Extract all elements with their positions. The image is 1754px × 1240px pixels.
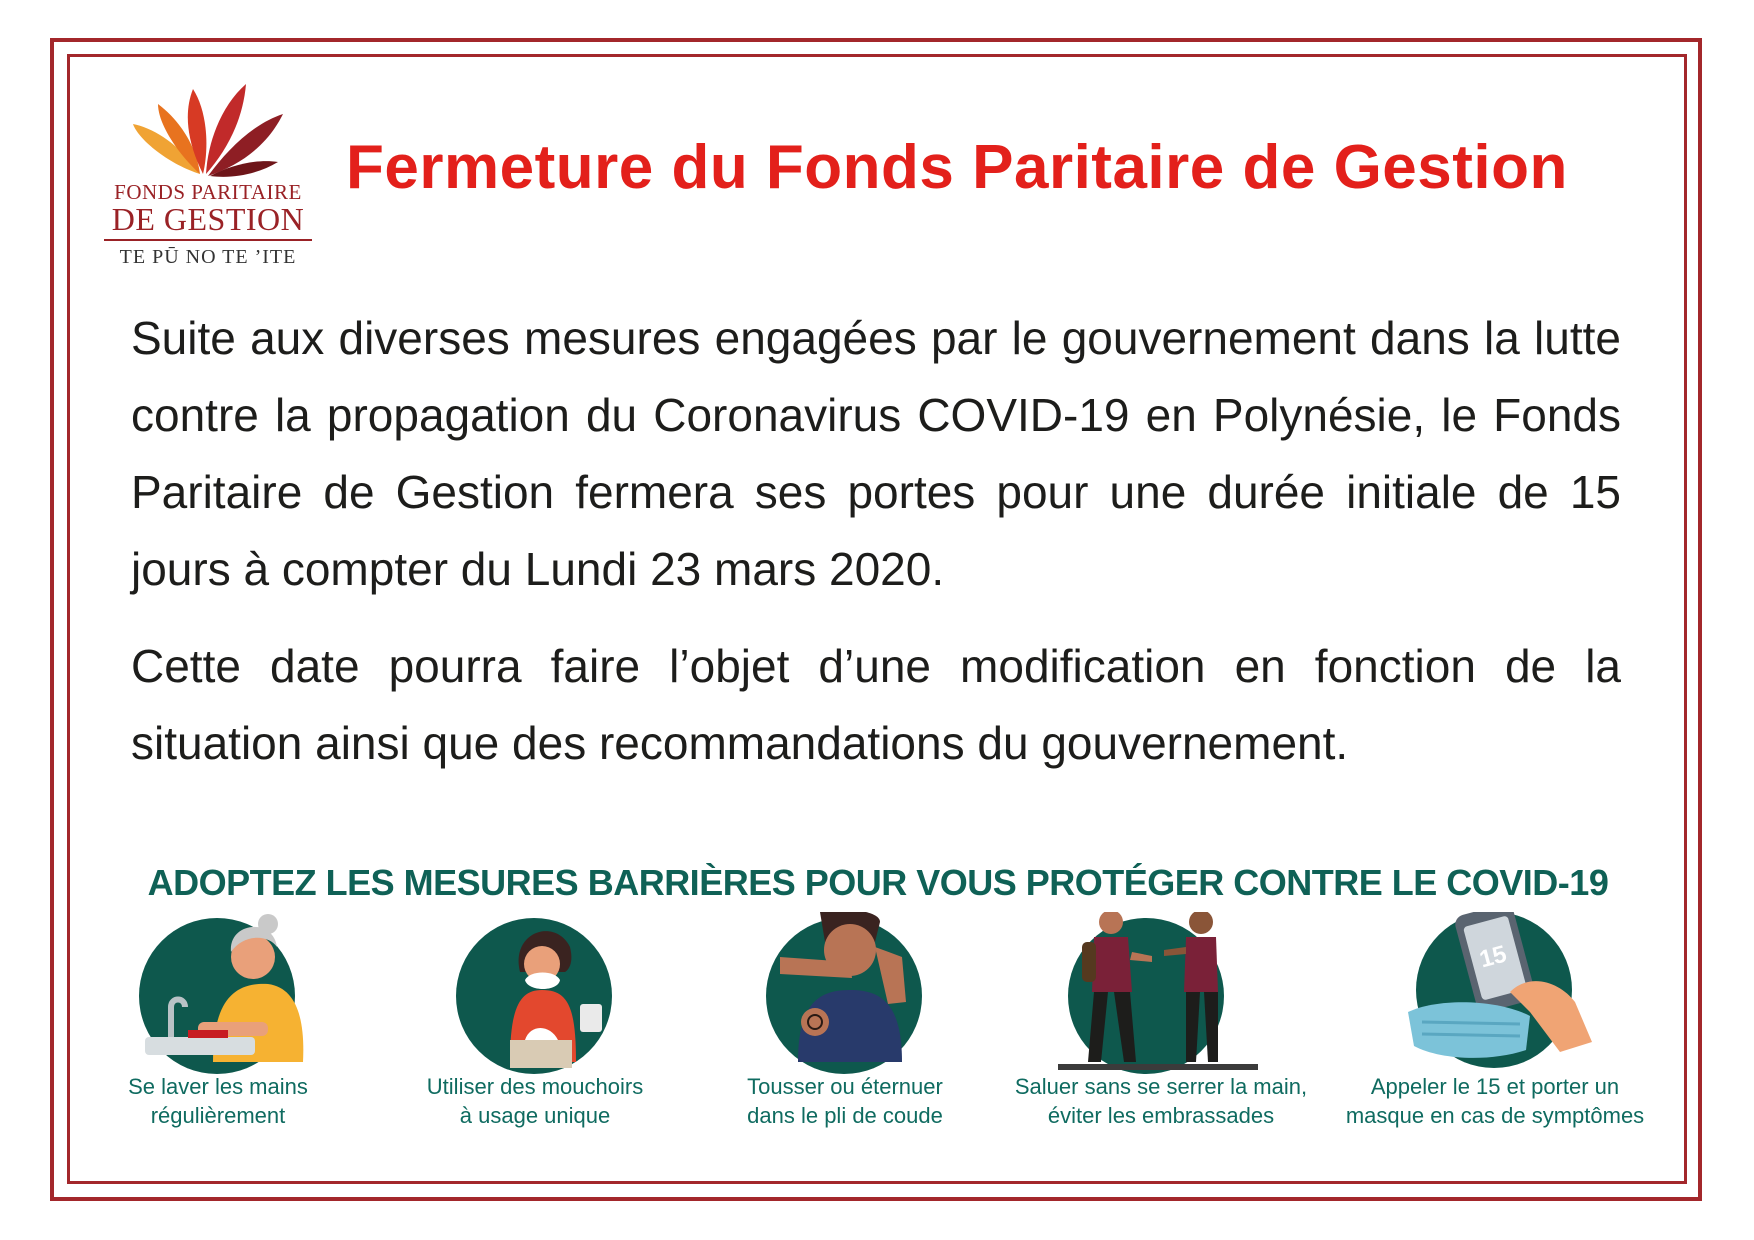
measure-no-handshake (996, 912, 1326, 1128)
measure-cough-elbow (680, 912, 1010, 1128)
wash-hands-caption: Se laver les mains régulièrement (128, 1074, 308, 1128)
logo-line-2: DE GESTION (111, 201, 305, 237)
logo-rule (104, 239, 312, 241)
fpg-logo (98, 64, 318, 274)
phone-mask-icon (1330, 912, 1660, 1072)
phone-number-label: 15 (1476, 940, 1510, 974)
logo-line-1: FONDS PARITAIRE (114, 180, 302, 204)
cough-elbow-icon (680, 912, 1010, 1072)
tissues-caption: Utiliser des mouchoirs à usage unique (426, 1074, 644, 1128)
body-paragraph-1: Suite aux diverses mesures engagées par le gouvernement dans la lutte contre la propagation du Coronavirus COVID-19 en Polynésie, le Fonds Paritaire de Gestion fermera ses portes pour une durée initiale de 15 jours à compter du Lundi 23 mars 2020. (131, 312, 1621, 595)
barrier-measures-title: ADOPTEZ LES MESURES BARRIÈRES POUR VOUS PROTÉGER CONTRE LE COVID-19 (147, 862, 1609, 903)
wash-hands-icon (53, 912, 383, 1072)
greeting-icon (996, 912, 1326, 1072)
cough-elbow-caption: Tousser ou éternuer dans le pli de coude (747, 1074, 943, 1128)
page-title: Fermeture du Fonds Paritaire de Gestion (346, 133, 1568, 202)
tissue-icon (370, 912, 700, 1072)
flame-petals-logo-icon (128, 64, 288, 179)
body-paragraph-2: Cette date pourra faire l’objet d’une modification en fonction de la situation ainsi que des recommandations du gouvernement. (131, 640, 1621, 769)
logo-tagline: TE PŪ NO TE ’ITE (119, 246, 297, 268)
measure-wash-hands (53, 912, 383, 1128)
call-15-mask-caption: Appeler le 15 et porter un masque en cas de symptômes (1345, 1074, 1645, 1128)
measure-tissues (370, 912, 700, 1128)
no-handshake-caption: Saluer sans se serrer la main, éviter les embrassades (1014, 1074, 1308, 1128)
measure-call-15-mask (1330, 912, 1660, 1128)
